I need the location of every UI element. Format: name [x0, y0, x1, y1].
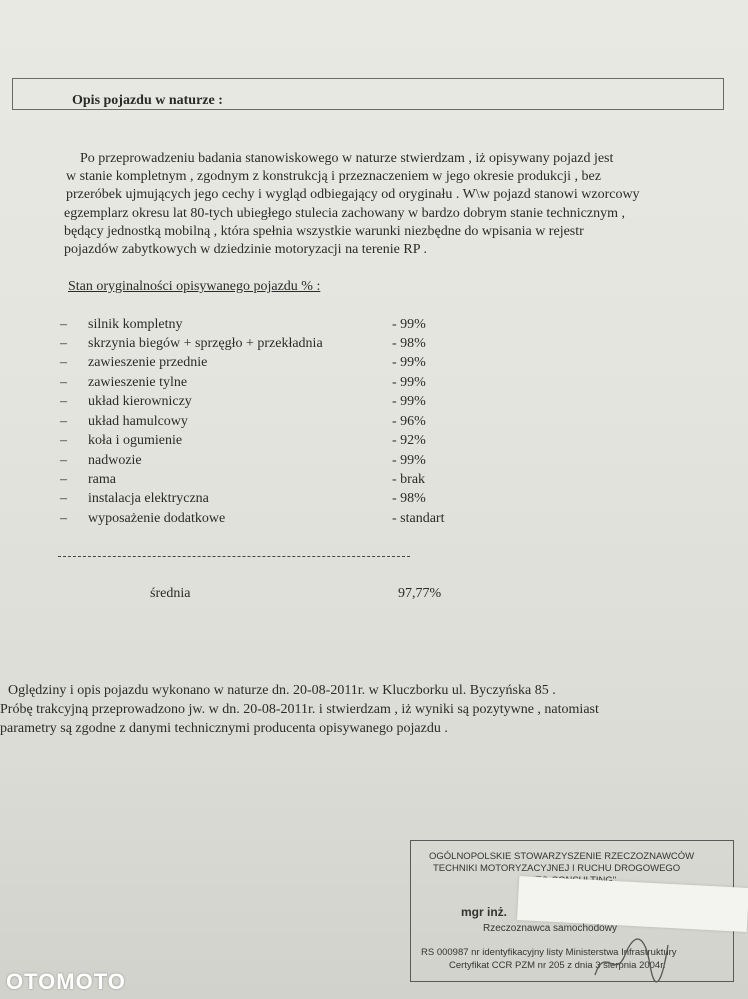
- list-dash: –: [60, 472, 67, 487]
- item-name: silnik kompletny: [88, 317, 183, 332]
- list-item: [0, 317, 748, 336]
- list-item: [0, 336, 748, 355]
- list-dash: –: [60, 336, 67, 351]
- intro-line: egzemplarz okresu lat 80-tych ubiegłego stulecia zachowany w bardzo dobrym stanie technicznym ,: [64, 206, 625, 221]
- stamp-registration: RS 000987 nr identyfikacyjny listy Ministerstwa Infrastruktury: [421, 947, 677, 958]
- item-value: - 96%: [392, 414, 426, 429]
- stamp-line-2: TECHNIKI MOTORYZACYJNEJ I RUCHU DROGOWEGO: [433, 863, 681, 874]
- list-item: [0, 453, 748, 472]
- item-name: zawieszenie tylne: [88, 375, 188, 390]
- item-value: - 99%: [392, 453, 426, 468]
- item-value: - 99%: [392, 394, 426, 409]
- item-value: - 92%: [392, 433, 426, 448]
- intro-line: będący jednostką mobilną , która spełnia wszystkie warunki niezbędne do wpisania w rejestr: [64, 224, 584, 239]
- intro-line: pojazdów zabytkowych w dziedzinie motoryzacji na terenie RP .: [64, 242, 427, 257]
- item-value: - brak: [392, 472, 426, 487]
- list-item: [0, 433, 748, 452]
- item-name: instalacja elektryczna: [88, 491, 209, 506]
- closing-line: Próbę trakcyjną przeprowadzono jw. w dn. 20-08-2011r. i stwierdzam , iż wyniki są pozytywne , natomiast: [0, 702, 599, 717]
- document-title: Opis pojazdu w naturze :: [72, 93, 223, 108]
- stamp-name: mgr inż.: [461, 905, 508, 919]
- item-value: - 98%: [392, 491, 426, 506]
- list-dash: –: [60, 453, 67, 468]
- intro-line: w stanie kompletnym , zgodnym z konstrukcją i przeznaczeniem w jego okresie produkcji , bez: [66, 169, 601, 184]
- list-dash: –: [60, 375, 67, 390]
- list-item: [0, 394, 748, 413]
- otomoto-watermark-logo: OTOMOTO: [6, 969, 126, 994]
- intro-line: przeróbek ujmujących jego cechy i wygląd odbiegający od oryginału . W\w pojazd stanowi wzorcowy: [66, 187, 640, 202]
- list-item: [0, 375, 748, 394]
- item-value: - 99%: [392, 317, 426, 332]
- closing-line: parametry są zgodne z danymi technicznymi producenta opisywanego pojazdu .: [0, 721, 448, 736]
- item-name: skrzynia biegów + sprzęgło + przekładnia: [88, 336, 323, 351]
- list-item: [0, 414, 748, 433]
- item-name: układ hamulcowy: [88, 414, 188, 429]
- signature-scribble: [590, 925, 670, 985]
- item-name: układ kierowniczy: [88, 394, 192, 409]
- item-name: wyposażenie dodatkowe: [88, 511, 226, 526]
- item-name: koła i ogumienie: [88, 433, 183, 448]
- list-dash: –: [60, 355, 67, 370]
- list-dash: –: [60, 511, 67, 526]
- average-label: średnia: [150, 586, 191, 601]
- dashed-separator: [58, 556, 410, 557]
- item-value: - 99%: [392, 375, 426, 390]
- list-item: [0, 511, 748, 530]
- item-name: rama: [88, 472, 116, 487]
- list-dash: –: [60, 394, 67, 409]
- intro-line: Po przeprowadzeniu badania stanowiskowego w naturze stwierdzam , iż opisywany pojazd jest: [80, 151, 614, 166]
- list-item: [0, 491, 748, 510]
- stamp-role: Rzeczoznawca samochodowy: [483, 923, 617, 934]
- list-dash: –: [60, 433, 67, 448]
- average-value: 97,77%: [398, 586, 442, 601]
- list-item: [0, 355, 748, 374]
- item-name: zawieszenie przednie: [88, 355, 208, 370]
- item-value: - standart: [392, 511, 445, 526]
- item-value: - 98%: [392, 336, 426, 351]
- item-value: - 99%: [392, 355, 426, 370]
- stamp-line-1: OGÓLNOPOLSKIE STOWARZYSZENIE RZECZOZNAWCÓW: [429, 851, 695, 862]
- list-dash: –: [60, 317, 67, 332]
- list-item: [0, 472, 748, 491]
- item-name: nadwozie: [88, 453, 142, 468]
- stamp-certificate: Certyfikat CCR PZM nr 205 z dnia 3 sierpnia 2004r.: [449, 960, 666, 971]
- section-title: Stan oryginalności opisywanego pojazdu % :: [68, 279, 321, 294]
- list-dash: –: [60, 491, 67, 506]
- closing-line: Oględziny i opis pojazdu wykonano w naturze dn. 20-08-2011r. w Kluczborku ul. Byczyńska 85 .: [8, 683, 556, 698]
- list-dash: –: [60, 414, 67, 429]
